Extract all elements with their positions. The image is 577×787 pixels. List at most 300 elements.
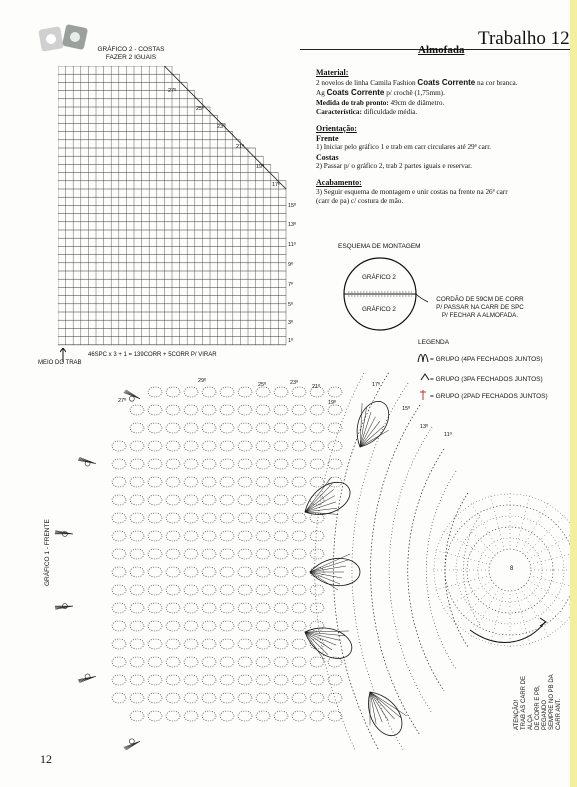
chain-loop bbox=[292, 459, 306, 469]
chain-loop bbox=[184, 513, 198, 523]
chain-loop bbox=[292, 531, 306, 541]
back-text: 2) Passar p/ o gráfico 2, trab 2 partes iguais e reservar. bbox=[316, 162, 472, 171]
page-number: 12 bbox=[40, 752, 52, 766]
chain-loop bbox=[220, 531, 234, 541]
chain-loop bbox=[184, 567, 198, 577]
chain-loop bbox=[184, 711, 198, 721]
chain-loop bbox=[184, 675, 198, 685]
chain-loop bbox=[202, 549, 216, 559]
chart2-title bbox=[66, 46, 196, 62]
characteristic-label: Característica: bbox=[316, 108, 362, 117]
chart1-row-label: 11º bbox=[444, 432, 452, 438]
material-line1 bbox=[316, 78, 566, 89]
attention-line3: DE CORR E PB, PEGANDO bbox=[535, 685, 548, 730]
chain-loop bbox=[184, 603, 198, 613]
chain-loop bbox=[166, 423, 180, 433]
chart1-row-label: 21º bbox=[312, 384, 321, 390]
chain-loop bbox=[130, 513, 144, 523]
material-line1-pre: 2 novelos de linha Camila Fashion bbox=[316, 78, 418, 87]
chain-loop bbox=[328, 423, 342, 433]
cord-note-line3: P/ FECHAR A ALMOFADA. bbox=[441, 312, 519, 319]
chain-loop bbox=[202, 495, 216, 505]
chain-loop bbox=[166, 621, 180, 631]
chart2-row-label: 7º bbox=[288, 282, 294, 288]
chain-loop bbox=[328, 405, 342, 415]
chain-loop bbox=[220, 639, 234, 649]
chain-loop bbox=[166, 549, 180, 559]
chain-loop bbox=[256, 585, 270, 595]
chain-loop bbox=[148, 675, 162, 685]
center-round bbox=[445, 505, 570, 635]
chain-loop bbox=[130, 675, 144, 685]
chain-loop bbox=[238, 549, 252, 559]
chain-loop bbox=[256, 495, 270, 505]
chain-loop bbox=[274, 675, 288, 685]
chain-loop bbox=[148, 621, 162, 631]
chain-loop bbox=[166, 675, 180, 685]
attention-line1: ATENÇÃO! bbox=[514, 699, 520, 730]
pattern-round bbox=[445, 493, 468, 647]
chain-loop bbox=[220, 477, 234, 487]
chain-loop bbox=[112, 513, 126, 523]
material-line2 bbox=[316, 88, 566, 99]
chain-loop bbox=[166, 477, 180, 487]
chain-loop bbox=[184, 657, 198, 667]
chain-loop bbox=[274, 693, 288, 703]
chain-loop bbox=[166, 639, 180, 649]
chain-loop bbox=[148, 423, 162, 433]
chain-loop bbox=[328, 459, 342, 469]
chain-loop bbox=[310, 423, 324, 433]
chain-loop bbox=[310, 549, 324, 559]
chain-loop bbox=[238, 441, 252, 451]
chart2-row-label: 9º bbox=[288, 262, 294, 268]
chain-loop bbox=[148, 711, 162, 721]
material-line1-post: na cor branca. bbox=[475, 78, 518, 87]
chain-loop bbox=[220, 711, 234, 721]
chain-loop bbox=[310, 477, 324, 487]
legend-item-4pa: = GRUPO (4PA FECHADOS JUNTOS) bbox=[430, 356, 543, 363]
chain-loop bbox=[274, 387, 288, 397]
chain-loop bbox=[166, 657, 180, 667]
chain-loop bbox=[310, 657, 324, 667]
chain-loop bbox=[256, 711, 270, 721]
chain-loop bbox=[148, 567, 162, 577]
material-line2-post: p/ crochê (1,75mm). bbox=[384, 89, 445, 98]
chain-loop bbox=[256, 603, 270, 613]
chain-loop bbox=[148, 603, 162, 613]
chain-loop bbox=[184, 585, 198, 595]
assembly-bottom-label: GRÁFICO 2 bbox=[362, 306, 396, 313]
material-heading: Material: bbox=[316, 68, 349, 77]
chart2-row-label: 1º bbox=[288, 338, 294, 344]
brand-name: Coats Corrente bbox=[326, 88, 385, 98]
chain-loop bbox=[184, 441, 198, 451]
chain-loop bbox=[292, 657, 306, 667]
chain-loop bbox=[202, 675, 216, 685]
pineapple-motif bbox=[310, 554, 360, 590]
chain-loop bbox=[166, 693, 180, 703]
chain-loop bbox=[220, 441, 234, 451]
chart1-row-label: 25º bbox=[258, 382, 267, 388]
chart2-row-label: 15º bbox=[288, 203, 297, 209]
chain-loop bbox=[130, 459, 144, 469]
chain-loop bbox=[130, 585, 144, 595]
chain-loop bbox=[220, 675, 234, 685]
chain-loop bbox=[328, 441, 342, 451]
chain-loop bbox=[130, 567, 144, 577]
finishing-heading: Acabamento: bbox=[316, 177, 362, 187]
characteristic-line bbox=[316, 108, 566, 118]
picot bbox=[129, 739, 134, 744]
chain-loop bbox=[130, 423, 144, 433]
chain-loop bbox=[112, 531, 126, 541]
chain-loop bbox=[220, 459, 234, 469]
chain-loop bbox=[256, 459, 270, 469]
chain-loop bbox=[184, 531, 198, 541]
chain-loop bbox=[112, 549, 126, 559]
chain-loop bbox=[112, 495, 126, 505]
chain-loop bbox=[238, 585, 252, 595]
chain-loop bbox=[148, 657, 162, 667]
chart2-bottom-label: 46SPC x 3 + 1 = 139CORR + 5CORR P/ VIRAR bbox=[88, 352, 217, 358]
attention-note bbox=[514, 667, 563, 730]
direction-arrow-icon bbox=[470, 622, 545, 642]
chain-loop bbox=[274, 639, 288, 649]
chain-loop bbox=[238, 603, 252, 613]
chain-loop bbox=[148, 585, 162, 595]
chain-loop bbox=[130, 405, 144, 415]
chain-loop bbox=[310, 531, 324, 541]
chain-loop bbox=[292, 423, 306, 433]
assembly-title: ESQUEMA DE MONTAGEM bbox=[338, 243, 421, 250]
chain-loop bbox=[274, 621, 288, 631]
chain-loop bbox=[238, 477, 252, 487]
pattern-round bbox=[371, 405, 420, 735]
chain-loop bbox=[184, 639, 198, 649]
chain-loop bbox=[112, 639, 126, 649]
chain-loop bbox=[220, 621, 234, 631]
chart2-row-label: 21º bbox=[236, 144, 245, 150]
chain-loop bbox=[130, 639, 144, 649]
chain-loop bbox=[130, 621, 144, 631]
chain-loop bbox=[148, 387, 162, 397]
chain-loop bbox=[328, 693, 342, 703]
cord-note-line2: P/ PASSAR NA CARR DE SPC bbox=[436, 304, 524, 311]
chain-loop bbox=[220, 423, 234, 433]
chain-loop bbox=[130, 603, 144, 613]
pineapple-motif bbox=[298, 615, 358, 668]
chain-loop bbox=[184, 621, 198, 631]
finishing-text-line2: (carr de pa) c/ costura de mão. bbox=[316, 197, 404, 206]
chain-loop bbox=[256, 513, 270, 523]
chart2-row-label: 5º bbox=[288, 302, 294, 308]
chain-loop bbox=[274, 549, 288, 559]
chain-loop bbox=[202, 657, 216, 667]
pineapple-motif bbox=[296, 472, 357, 528]
chain-loop bbox=[310, 711, 324, 721]
orientation-heading: Orientação: bbox=[316, 123, 357, 133]
chain-loop bbox=[130, 693, 144, 703]
chain-loop bbox=[148, 513, 162, 523]
chain-loop bbox=[112, 693, 126, 703]
chain-loop bbox=[274, 405, 288, 415]
chain-loop bbox=[238, 387, 252, 397]
chain-loop bbox=[256, 477, 270, 487]
center-arrow-icon bbox=[60, 348, 66, 362]
chain-loop bbox=[202, 531, 216, 541]
chart2-row-label: 17º bbox=[272, 182, 281, 188]
chart2-row-label: 13º bbox=[288, 222, 297, 228]
front-heading: Frente bbox=[316, 133, 339, 143]
chain-loop bbox=[166, 711, 180, 721]
chain-loop bbox=[310, 459, 324, 469]
chain-loop bbox=[238, 459, 252, 469]
chain-loop bbox=[184, 405, 198, 415]
chart2-row-label: 27º bbox=[168, 88, 177, 94]
chain-loop bbox=[292, 675, 306, 685]
chart1-side-label: GRÁFICO 1 - FRENTE bbox=[44, 519, 51, 586]
instructions bbox=[316, 68, 566, 207]
chain-loop bbox=[238, 495, 252, 505]
chain-loop bbox=[202, 387, 216, 397]
chain-loop bbox=[202, 693, 216, 703]
chart2-row-label: 25º bbox=[196, 106, 205, 112]
page-title: Trabalho 12 bbox=[478, 28, 570, 49]
chart2-row-label: 23º bbox=[217, 124, 226, 130]
chain-loop bbox=[310, 693, 324, 703]
legend-item-2pad: = GRUPO (2PAD FECHADOS JUNTOS) bbox=[430, 393, 548, 400]
chain-loop bbox=[274, 423, 288, 433]
chart2-row-label: 3º bbox=[288, 320, 294, 326]
size-label: Medida do trab pronto: bbox=[316, 98, 389, 107]
chain-loop bbox=[292, 513, 306, 523]
chain-loop bbox=[256, 531, 270, 541]
chain-loop bbox=[130, 657, 144, 667]
chain-loop bbox=[202, 567, 216, 577]
chain-loop bbox=[256, 441, 270, 451]
chain-loop bbox=[292, 441, 306, 451]
chain-loop bbox=[202, 513, 216, 523]
chain-loop bbox=[238, 567, 252, 577]
chain-loop bbox=[148, 441, 162, 451]
material-line2-pre: Ag bbox=[316, 89, 327, 98]
size-line bbox=[316, 99, 566, 109]
chain-loop bbox=[184, 549, 198, 559]
chain-loop bbox=[238, 531, 252, 541]
chart2-row-label: 11º bbox=[288, 242, 296, 248]
chain-loop bbox=[130, 531, 144, 541]
chain-loop bbox=[220, 603, 234, 613]
pineapple-motif bbox=[344, 394, 399, 455]
chain-loop bbox=[166, 567, 180, 577]
chain-loop bbox=[202, 603, 216, 613]
picot bbox=[129, 396, 134, 401]
chain-loop bbox=[166, 405, 180, 415]
assembly-top-label: GRÁFICO 2 bbox=[362, 274, 396, 281]
chart2-grid bbox=[58, 66, 298, 356]
chain-loop bbox=[238, 405, 252, 415]
front-text: 1) Iniciar pelo gráfico 1 e trab em carr circulares até 29ª carr. bbox=[316, 143, 491, 152]
chain-loop bbox=[202, 477, 216, 487]
chain-loop bbox=[202, 459, 216, 469]
chain-loop bbox=[148, 531, 162, 541]
chain-loop bbox=[256, 387, 270, 397]
chain-loop bbox=[202, 405, 216, 415]
chart1-pattern bbox=[40, 372, 570, 750]
chain-loop bbox=[292, 495, 306, 505]
chain-loop bbox=[238, 657, 252, 667]
chain-loop bbox=[220, 657, 234, 667]
chain-loop bbox=[292, 477, 306, 487]
chain-loop bbox=[238, 675, 252, 685]
page-edge-stripe bbox=[570, 0, 577, 787]
chain-loop bbox=[202, 441, 216, 451]
chain-loop bbox=[292, 621, 306, 631]
chain-loop bbox=[292, 693, 306, 703]
pattern-round bbox=[333, 372, 396, 750]
chain-loop bbox=[274, 495, 288, 505]
chain-loop bbox=[220, 495, 234, 505]
chain-loop bbox=[202, 639, 216, 649]
pattern-round bbox=[408, 449, 444, 691]
chart1-row-label: 23º bbox=[290, 380, 299, 386]
chain-loop bbox=[220, 693, 234, 703]
chain-loop bbox=[112, 621, 126, 631]
chain-loop bbox=[310, 405, 324, 415]
chain-loop bbox=[184, 423, 198, 433]
chain-loop bbox=[166, 513, 180, 523]
chain-loop bbox=[166, 585, 180, 595]
chain-loop bbox=[292, 405, 306, 415]
chain-loop bbox=[166, 603, 180, 613]
center-mark: 8 bbox=[510, 566, 514, 572]
chain-loop bbox=[202, 423, 216, 433]
chart1-row-label: 17º bbox=[372, 382, 381, 388]
attention-line4: SEMPRE NO PB DA CARR ANT. bbox=[549, 674, 562, 730]
chain-loop bbox=[292, 567, 306, 577]
chain-loop bbox=[130, 441, 144, 451]
chain-loop bbox=[148, 477, 162, 487]
chain-loop bbox=[328, 675, 342, 685]
chain-loop bbox=[220, 585, 234, 595]
chain-loop bbox=[166, 495, 180, 505]
chain-loop bbox=[238, 621, 252, 631]
characteristic-value: dificuldade média. bbox=[361, 108, 418, 117]
center-round bbox=[434, 494, 570, 646]
chain-loop bbox=[274, 513, 288, 523]
chain-loop bbox=[184, 495, 198, 505]
chart1-row-label: 29º bbox=[198, 378, 207, 384]
chain-loop bbox=[184, 387, 198, 397]
chain-loop bbox=[292, 387, 306, 397]
chain-loop bbox=[202, 621, 216, 631]
chain-loop bbox=[112, 657, 126, 667]
chain-loop bbox=[274, 657, 288, 667]
chain-loop bbox=[220, 567, 234, 577]
chain-loop bbox=[148, 459, 162, 469]
chain-loop bbox=[328, 387, 342, 397]
chain-loop bbox=[112, 459, 126, 469]
legend-item-3pa: = GRUPO (3PA FECHADOS JUNTOS) bbox=[430, 376, 543, 383]
chart2-title-line2: FAZER 2 IGUAIS bbox=[105, 54, 157, 61]
chain-loop bbox=[310, 441, 324, 451]
chain-loop bbox=[256, 657, 270, 667]
chart2-row-label: 19º bbox=[256, 164, 265, 170]
chain-loop bbox=[238, 423, 252, 433]
chain-loop bbox=[148, 639, 162, 649]
chain-loop bbox=[130, 711, 144, 721]
chain-loop bbox=[220, 405, 234, 415]
attention-line2: TRAB AS CARR DE ALÇA bbox=[521, 675, 534, 730]
chain-loop bbox=[274, 477, 288, 487]
chain-loop bbox=[256, 423, 270, 433]
chain-loop bbox=[256, 621, 270, 631]
chain-loop bbox=[166, 441, 180, 451]
chain-loop bbox=[112, 585, 126, 595]
chain-loop bbox=[274, 567, 288, 577]
chain-loop bbox=[112, 441, 126, 451]
cord-note bbox=[424, 296, 536, 320]
brand-name: Coats Corrente bbox=[417, 77, 476, 87]
pineapple-motif bbox=[355, 682, 412, 744]
chain-loop bbox=[292, 585, 306, 595]
chain-loop bbox=[184, 693, 198, 703]
chain-loop bbox=[148, 693, 162, 703]
chart1-row-label: 13º bbox=[420, 424, 429, 430]
chain-loop bbox=[112, 675, 126, 685]
chain-loop bbox=[292, 603, 306, 613]
chain-loop bbox=[148, 495, 162, 505]
chart2-title-line1: GRÁFICO 2 - COSTAS bbox=[97, 46, 165, 53]
chain-loop bbox=[202, 711, 216, 721]
chart2-center-label: MEIO DO TRAB bbox=[38, 360, 82, 366]
chain-loop bbox=[184, 477, 198, 487]
chain-loop bbox=[292, 549, 306, 559]
chain-loop bbox=[256, 639, 270, 649]
chain-loop bbox=[238, 693, 252, 703]
back-heading: Costas bbox=[316, 152, 339, 162]
pattern-round bbox=[389, 427, 432, 713]
chain-loop bbox=[220, 513, 234, 523]
chart1-row-label: 27º bbox=[118, 398, 127, 404]
chain-loop bbox=[256, 549, 270, 559]
chain-loop bbox=[220, 549, 234, 559]
legend-title: LEGENDA bbox=[418, 339, 450, 346]
chain-loop bbox=[112, 603, 126, 613]
chain-loop bbox=[256, 675, 270, 685]
chain-loop bbox=[166, 459, 180, 469]
size-value: 49cm de diâmetro. bbox=[388, 98, 445, 107]
chain-loop bbox=[112, 567, 126, 577]
chain-loop bbox=[256, 405, 270, 415]
chain-loop bbox=[130, 549, 144, 559]
chain-loop bbox=[274, 585, 288, 595]
chain-loop bbox=[310, 603, 324, 613]
chain-loop bbox=[310, 585, 324, 595]
chain-loop bbox=[202, 585, 216, 595]
chain-loop bbox=[292, 711, 306, 721]
chain-loop bbox=[256, 693, 270, 703]
assembly-diagram bbox=[338, 252, 577, 332]
chain-loop bbox=[130, 477, 144, 487]
chain-loop bbox=[274, 441, 288, 451]
chain-loop bbox=[238, 639, 252, 649]
finishing-text-line1: 3) Seguir esquema de montagem e unir costas na frente na 26ª carr bbox=[316, 187, 508, 196]
chain-loop bbox=[274, 711, 288, 721]
chain-loop bbox=[274, 603, 288, 613]
chain-loop bbox=[112, 477, 126, 487]
